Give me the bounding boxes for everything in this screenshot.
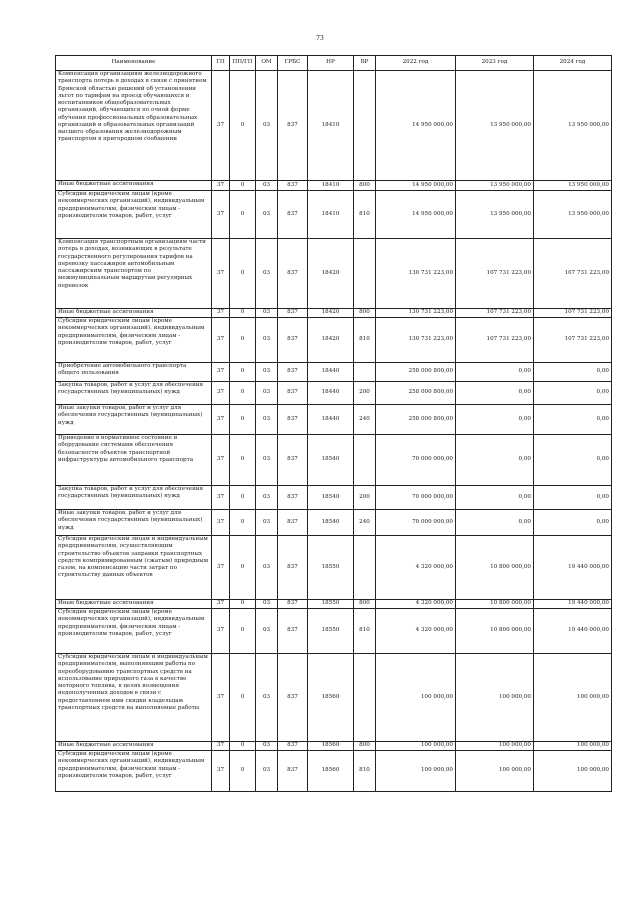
cell-gp: 37: [212, 486, 230, 510]
cell-2023: 100 000,00: [456, 654, 534, 742]
cell-vr: [354, 239, 376, 309]
cell-om: 03: [256, 486, 278, 510]
cell-name: Иные бюджетные ассигнования: [56, 600, 212, 609]
table-row: [56, 382, 612, 405]
cell-gp: 37: [212, 309, 230, 318]
cell-nr: 18410: [308, 71, 354, 181]
header-vr: ВР: [354, 56, 376, 71]
cell-vr: 800: [354, 742, 376, 751]
cell-vr: [354, 536, 376, 600]
table-row: [56, 239, 612, 309]
cell-ppgp: 0: [230, 486, 256, 510]
cell-vr: [354, 654, 376, 742]
cell-ppgp: 0: [230, 510, 256, 536]
cell-nr: 18440: [308, 405, 354, 435]
cell-om: 03: [256, 191, 278, 239]
table-row: [56, 510, 612, 536]
cell-2022: 70 000 000,00: [376, 510, 456, 536]
cell-2023: 0,00: [456, 405, 534, 435]
cell-nr: 18560: [308, 742, 354, 751]
cell-om: 03: [256, 181, 278, 191]
cell-nr: 18540: [308, 486, 354, 510]
cell-ppgp: 0: [230, 405, 256, 435]
cell-gp: 37: [212, 363, 230, 382]
cell-gp: 37: [212, 239, 230, 309]
cell-nr: 18410: [308, 191, 354, 239]
cell-2022: 70 000 000,00: [376, 435, 456, 486]
cell-om: 03: [256, 382, 278, 405]
cell-ppgp: 0: [230, 71, 256, 181]
cell-nr: 18550: [308, 609, 354, 654]
cell-name: Приобретение автомобильного транспорта общего пользования: [56, 363, 212, 382]
cell-nr: 18420: [308, 318, 354, 363]
page-number: 73: [316, 35, 324, 42]
cell-2022: 4 320 000,00: [376, 600, 456, 609]
table-header-row: [56, 56, 612, 71]
cell-name: Субсидии юридическим лицам (кроме некоммерческих организаций), индивидуальным предпринимателям, физическим лицам - производителям товаров, работ, услуг: [56, 318, 212, 363]
cell-vr: 810: [354, 609, 376, 654]
cell-ppgp: 0: [230, 654, 256, 742]
cell-2022: 100 000,00: [376, 742, 456, 751]
cell-name: Иные бюджетные ассигнования: [56, 309, 212, 318]
cell-grbs: 837: [278, 382, 308, 405]
cell-2023: 0,00: [456, 486, 534, 510]
table-row: [56, 751, 612, 792]
cell-2022: 4 320 000,00: [376, 609, 456, 654]
cell-2024: 107 731 223,00: [534, 309, 612, 318]
cell-2022: 70 000 000,00: [376, 486, 456, 510]
cell-grbs: 837: [278, 510, 308, 536]
cell-2022: 258 000 800,00: [376, 363, 456, 382]
budget-table: [55, 55, 612, 792]
cell-om: 03: [256, 435, 278, 486]
cell-name: Субсидии юридическим лицам (кроме некоммерческих организаций), индивидуальным предпринимателям, физическим лицам - производителям товаров, работ, услуг: [56, 191, 212, 239]
cell-nr: 18420: [308, 239, 354, 309]
cell-2022: 130 731 223,00: [376, 309, 456, 318]
cell-name: Субсидии юридическим лицам и индивидуальным предпринимателям, выполняющим работы по переоборудованию транспортных средств на использование природного газа в качестве моторного топлива, в целях возмещения недополученных доходов в связи с предоставлением ими скидки владельцам транспортных средств на выполняемые работы: [56, 654, 212, 742]
cell-2024: 0,00: [534, 510, 612, 536]
cell-2024: 0,00: [534, 405, 612, 435]
cell-grbs: 837: [278, 742, 308, 751]
table-row: [56, 600, 612, 609]
cell-om: 03: [256, 600, 278, 609]
cell-grbs: 837: [278, 71, 308, 181]
cell-grbs: 837: [278, 751, 308, 792]
cell-ppgp: 0: [230, 609, 256, 654]
cell-nr: 18440: [308, 363, 354, 382]
cell-vr: [354, 435, 376, 486]
cell-vr: 240: [354, 510, 376, 536]
cell-nr: 18440: [308, 382, 354, 405]
table-row: [56, 609, 612, 654]
cell-vr: 810: [354, 751, 376, 792]
cell-grbs: 837: [278, 191, 308, 239]
cell-2024: 0,00: [534, 486, 612, 510]
cell-2023: 100 000,00: [456, 751, 534, 792]
cell-2022: 258 000 800,00: [376, 405, 456, 435]
cell-vr: 800: [354, 309, 376, 318]
cell-ppgp: 0: [230, 318, 256, 363]
cell-vr: [354, 71, 376, 181]
cell-grbs: 837: [278, 309, 308, 318]
cell-name: Приведение в нормативное состояние и оборудование системами обеспечения безопасности объектов транспортной инфраструктуры автомобильного транспорта: [56, 435, 212, 486]
cell-nr: 18560: [308, 654, 354, 742]
cell-2024: 0,00: [534, 435, 612, 486]
cell-gp: 37: [212, 382, 230, 405]
cell-2023: 107 731 223,00: [456, 318, 534, 363]
cell-ppgp: 0: [230, 600, 256, 609]
cell-nr: 18550: [308, 600, 354, 609]
cell-vr: 800: [354, 181, 376, 191]
cell-gp: 37: [212, 600, 230, 609]
cell-om: 03: [256, 363, 278, 382]
header-gp: ГП: [212, 56, 230, 71]
cell-2024: 107 731 223,00: [534, 239, 612, 309]
cell-name: Компенсация транспортным организациям части потерь в доходах, возникающих в результате государственного регулирования тарифов на перевозку пассажиров автомобильным пассажирским транспортом по межмуниципальным маршрутам регулярных перевозок: [56, 239, 212, 309]
cell-nr: 18550: [308, 536, 354, 600]
cell-grbs: 837: [278, 654, 308, 742]
cell-nr: 18540: [308, 435, 354, 486]
table-row: [56, 536, 612, 600]
cell-name: Закупка товаров, работ и услуг для обеспечения государственных (муниципальных) нужд: [56, 486, 212, 510]
header-ppgp: ПП/ГП: [230, 56, 256, 71]
table-row: [56, 742, 612, 751]
cell-vr: 200: [354, 382, 376, 405]
cell-grbs: 837: [278, 600, 308, 609]
cell-ppgp: 0: [230, 382, 256, 405]
cell-om: 03: [256, 510, 278, 536]
cell-gp: 37: [212, 654, 230, 742]
table-row: [56, 654, 612, 742]
cell-2023: 107 731 223,00: [456, 309, 534, 318]
cell-om: 03: [256, 609, 278, 654]
cell-2023: 0,00: [456, 435, 534, 486]
cell-vr: 810: [354, 318, 376, 363]
cell-2022: 100 000,00: [376, 751, 456, 792]
header-om: ОМ: [256, 56, 278, 71]
cell-grbs: 837: [278, 181, 308, 191]
table-row: [56, 405, 612, 435]
table-row: [56, 191, 612, 239]
cell-gp: 37: [212, 742, 230, 751]
cell-nr: 18420: [308, 309, 354, 318]
cell-gp: 37: [212, 536, 230, 600]
cell-2024: 13 950 000,00: [534, 191, 612, 239]
cell-2023: 107 731 223,00: [456, 239, 534, 309]
table-row: [56, 318, 612, 363]
cell-om: 03: [256, 742, 278, 751]
cell-gp: 37: [212, 71, 230, 181]
cell-2023: 13 950 000,00: [456, 71, 534, 181]
cell-2023: 10 800 000,00: [456, 609, 534, 654]
cell-2024: 100 000,00: [534, 742, 612, 751]
cell-name: Субсидии юридическим лицам (кроме некоммерческих организаций), индивидуальным предпринимателям, физическим лицам - производителям товаров, работ, услуг: [56, 751, 212, 792]
cell-om: 03: [256, 751, 278, 792]
cell-2022: 14 950 000,00: [376, 71, 456, 181]
cell-2023: 10 800 000,00: [456, 600, 534, 609]
table-row: [56, 486, 612, 510]
cell-2023: 10 800 000,00: [456, 536, 534, 600]
cell-name: Компенсация организациям железнодорожного транспорта потерь в доходах в связи с принятием Брянской областью решений об установлении льгот по тарифам на проезд обучающихся и воспитанников общеобразовательных организаций, обучающихся по очной форме обучения профессиональных образовательных организаций и образовательных организаций высшего образования железнодорожным транспортом в пригородном сообщении: [56, 71, 212, 181]
header-nr: НР: [308, 56, 354, 71]
cell-2022: 14 950 000,00: [376, 191, 456, 239]
cell-2024: 107 731 223,00: [534, 318, 612, 363]
cell-om: 03: [256, 71, 278, 181]
header-2024: 2024 год: [534, 56, 612, 71]
cell-2024: 0,00: [534, 382, 612, 405]
cell-2023: 0,00: [456, 382, 534, 405]
cell-2024: 13 950 000,00: [534, 181, 612, 191]
cell-gp: 37: [212, 181, 230, 191]
cell-name: Субсидии юридическим лицам (кроме некоммерческих организаций), индивидуальным предпринимателям, физическим лицам - производителям товаров, работ, услуг: [56, 609, 212, 654]
cell-gp: 37: [212, 751, 230, 792]
cell-name: Закупка товаров, работ и услуг для обеспечения государственных (муниципальных) нужд: [56, 382, 212, 405]
cell-om: 03: [256, 654, 278, 742]
cell-2022: 14 950 000,00: [376, 181, 456, 191]
cell-om: 03: [256, 239, 278, 309]
cell-2022: 130 731 223,00: [376, 318, 456, 363]
cell-grbs: 837: [278, 609, 308, 654]
cell-2024: 0,00: [534, 363, 612, 382]
table-row: [56, 363, 612, 382]
cell-grbs: 837: [278, 318, 308, 363]
cell-2023: 13 950 000,00: [456, 191, 534, 239]
cell-2022: 130 731 223,00: [376, 239, 456, 309]
cell-name: Субсидии юридическим лицам и индивидуальным предпринимателям, осуществляющим строительство объектов заправки транспортных средств компримированным (сжатым) природным газом, на компенсацию части затрат по строительству данных объектов: [56, 536, 212, 600]
cell-2023: 13 950 000,00: [456, 181, 534, 191]
cell-gp: 37: [212, 609, 230, 654]
cell-name: Иные закупки товаров, работ и услуг для обеспечения государственных (муниципальных) нужд: [56, 405, 212, 435]
cell-ppgp: 0: [230, 742, 256, 751]
cell-gp: 37: [212, 435, 230, 486]
cell-ppgp: 0: [230, 181, 256, 191]
cell-2023: 0,00: [456, 363, 534, 382]
cell-gp: 37: [212, 405, 230, 435]
header-2022: 2022 год: [376, 56, 456, 71]
cell-grbs: 837: [278, 486, 308, 510]
header-name: Наименование: [56, 56, 212, 71]
cell-grbs: 837: [278, 405, 308, 435]
cell-gp: 37: [212, 191, 230, 239]
cell-om: 03: [256, 536, 278, 600]
cell-2024: 100 000,00: [534, 654, 612, 742]
cell-ppgp: 0: [230, 751, 256, 792]
table-row: [56, 435, 612, 486]
cell-ppgp: 0: [230, 191, 256, 239]
cell-ppgp: 0: [230, 309, 256, 318]
cell-ppgp: 0: [230, 239, 256, 309]
cell-name: Иные бюджетные ассигнования: [56, 742, 212, 751]
cell-vr: [354, 363, 376, 382]
cell-vr: 800: [354, 600, 376, 609]
cell-om: 03: [256, 405, 278, 435]
cell-2024: 19 440 000,00: [534, 609, 612, 654]
cell-vr: 810: [354, 191, 376, 239]
cell-om: 03: [256, 309, 278, 318]
cell-2023: 100 000,00: [456, 742, 534, 751]
cell-vr: 240: [354, 405, 376, 435]
cell-nr: 18540: [308, 510, 354, 536]
cell-2024: 13 950 000,00: [534, 71, 612, 181]
cell-2022: 100 000,00: [376, 654, 456, 742]
table-body: [56, 71, 612, 792]
cell-nr: 18410: [308, 181, 354, 191]
cell-grbs: 837: [278, 363, 308, 382]
cell-ppgp: 0: [230, 363, 256, 382]
cell-gp: 37: [212, 510, 230, 536]
cell-2024: 19 440 000,00: [534, 600, 612, 609]
header-grbs: ГРБС: [278, 56, 308, 71]
cell-grbs: 837: [278, 239, 308, 309]
header-2023: 2023 год: [456, 56, 534, 71]
cell-nr: 18560: [308, 751, 354, 792]
cell-vr: 200: [354, 486, 376, 510]
cell-ppgp: 0: [230, 435, 256, 486]
cell-om: 03: [256, 318, 278, 363]
cell-name: Иные закупки товаров, работ и услуг для обеспечения государственных (муниципальных) нужд: [56, 510, 212, 536]
cell-name: Иные бюджетные ассигнования: [56, 181, 212, 191]
cell-2023: 0,00: [456, 510, 534, 536]
table-row: [56, 309, 612, 318]
cell-2024: 100 000,00: [534, 751, 612, 792]
cell-2022: 4 320 000,00: [376, 536, 456, 600]
table-row: [56, 71, 612, 181]
cell-grbs: 837: [278, 435, 308, 486]
cell-ppgp: 0: [230, 536, 256, 600]
table-row: [56, 181, 612, 191]
cell-grbs: 837: [278, 536, 308, 600]
cell-2024: 19 440 000,00: [534, 536, 612, 600]
cell-gp: 37: [212, 318, 230, 363]
cell-2022: 258 000 800,00: [376, 382, 456, 405]
